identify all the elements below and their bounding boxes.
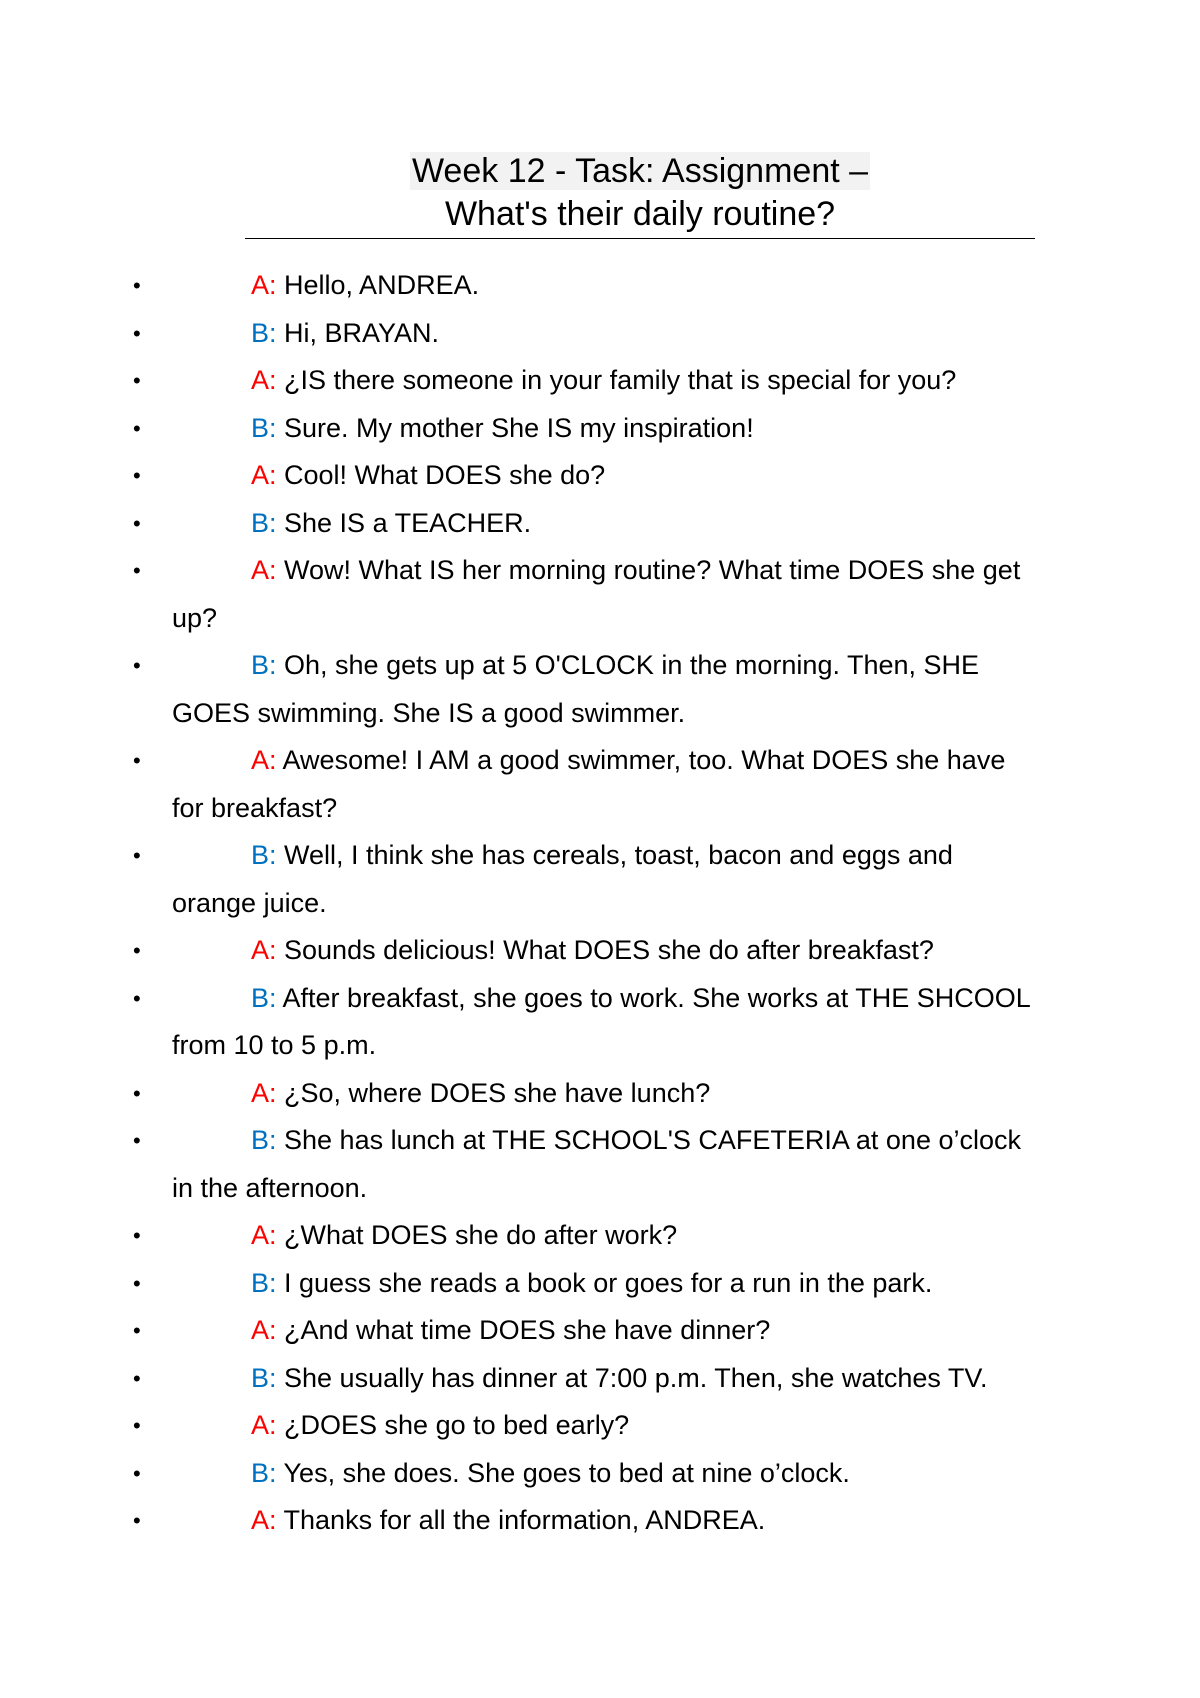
dialogue-line bbox=[0, 1307, 1042, 1355]
bullet-icon: • bbox=[133, 1413, 141, 1438]
bullet-icon: • bbox=[133, 748, 141, 773]
speaker-b-label: B: bbox=[251, 1267, 277, 1298]
speaker-a-label: A: bbox=[251, 1077, 277, 1108]
speaker-b-label: B: bbox=[251, 412, 277, 443]
speaker-b-label: B: bbox=[251, 317, 277, 348]
dialogue-text: Hi, BRAYAN. bbox=[276, 317, 440, 348]
speaker-b-label: B: bbox=[251, 1125, 277, 1155]
dialogue-text: ¿DOES she go to bed early? bbox=[276, 1410, 630, 1440]
title-line-1 bbox=[245, 150, 1035, 193]
bullet-icon: • bbox=[133, 985, 141, 1011]
speaker-b-label: B: bbox=[251, 840, 277, 870]
bullet-icon: • bbox=[133, 463, 141, 488]
dialogue-text: Wow! What IS her morning routine? What time DOES she get up? bbox=[172, 555, 1021, 633]
speaker-a-label: A: bbox=[251, 935, 277, 965]
speaker-a-label: A: bbox=[251, 365, 277, 395]
dialogue-line bbox=[0, 1497, 1042, 1545]
dialogue-text: ¿And what time DOES she have dinner? bbox=[276, 1315, 771, 1345]
dialogue-list bbox=[0, 262, 1200, 1545]
bullet-icon: • bbox=[133, 843, 141, 868]
bullet-icon: • bbox=[133, 1080, 141, 1106]
speaker-a-label: A: bbox=[251, 460, 277, 490]
dialogue-line bbox=[0, 357, 1042, 405]
dialogue-text: I guess she reads a book or goes for a run in the park. bbox=[276, 1267, 933, 1298]
bullet-icon: • bbox=[133, 558, 141, 583]
speaker-a-label: A: bbox=[251, 1220, 277, 1250]
bullet-icon: • bbox=[133, 510, 141, 536]
dialogue-text: ¿IS there someone in your family that is special for you? bbox=[276, 365, 957, 395]
dialogue-line bbox=[0, 547, 1042, 642]
dialogue-line bbox=[0, 500, 1042, 548]
dialogue-text: ¿So, where DOES she have lunch? bbox=[276, 1077, 711, 1108]
dialogue-line bbox=[0, 262, 1042, 310]
dialogue-line bbox=[0, 452, 1042, 500]
dialogue-text: Well, I think she has cereals, toast, bacon and eggs and orange juice. bbox=[172, 840, 953, 918]
dialogue-text: After breakfast, she goes to work. She works at THE SHCOOL from 10 to 5 p.m. bbox=[172, 982, 1030, 1060]
title-line-2: What's their daily routine? bbox=[444, 195, 836, 233]
bullet-icon: • bbox=[133, 368, 141, 393]
dialogue-line bbox=[0, 310, 1042, 358]
dialogue-text: Cool! What DOES she do? bbox=[276, 460, 606, 490]
speaker-b-label: B: bbox=[251, 650, 277, 680]
title-line-1-text: Week 12 - Task: Assignment – bbox=[411, 152, 869, 190]
speaker-a-label: A: bbox=[251, 555, 277, 585]
dialogue-text: Sure. My mother She IS my inspiration! bbox=[276, 412, 754, 443]
dialogue-line bbox=[0, 642, 1042, 737]
dialogue-line bbox=[0, 1402, 1042, 1450]
bullet-icon: • bbox=[133, 938, 141, 963]
dialogue-line bbox=[0, 832, 1042, 927]
dialogue-line bbox=[0, 1212, 1042, 1260]
dialogue-text: Hello, ANDREA. bbox=[276, 270, 480, 300]
dialogue-line bbox=[0, 975, 1042, 1070]
dialogue-line bbox=[0, 1117, 1042, 1212]
bullet-icon: • bbox=[133, 273, 141, 298]
speaker-b-label: B: bbox=[251, 507, 277, 538]
bullet-icon: • bbox=[133, 1460, 141, 1486]
speaker-a-label: A: bbox=[251, 1505, 277, 1535]
title-block bbox=[245, 150, 1035, 239]
speaker-b-label: B: bbox=[251, 982, 277, 1013]
speaker-b-label: B: bbox=[251, 1362, 277, 1393]
dialogue-line bbox=[0, 1355, 1042, 1403]
dialogue-text: Sounds delicious! What DOES she do after breakfast? bbox=[276, 935, 934, 965]
dialogue-text: Yes, she does. She goes to bed at nine o’clock. bbox=[276, 1457, 850, 1488]
speaker-a-label: A: bbox=[251, 270, 277, 300]
bullet-icon: • bbox=[133, 415, 141, 441]
dialogue-text: Oh, she gets up at 5 O'CLOCK in the morning. Then, SHE GOES swimming. She IS a good swimmer. bbox=[172, 650, 980, 728]
dialogue-line bbox=[0, 1070, 1042, 1118]
speaker-a-label: A: bbox=[251, 1410, 277, 1440]
dialogue-text: She usually has dinner at 7:00 p.m. Then, she watches TV. bbox=[276, 1362, 988, 1393]
dialogue-text: Awesome! I AM a good swimmer, too. What DOES she have for breakfast? bbox=[172, 745, 1006, 823]
dialogue-text: She IS a TEACHER. bbox=[276, 507, 532, 538]
dialogue-line bbox=[0, 1450, 1042, 1498]
bullet-icon: • bbox=[133, 1365, 141, 1391]
dialogue-text: She has lunch at THE SCHOOL'S CAFETERIA at one o’clock in the afternoon. bbox=[172, 1125, 1021, 1203]
dialogue-text: Thanks for all the information, ANDREA. bbox=[276, 1505, 766, 1535]
dialogue-line bbox=[0, 405, 1042, 453]
dialogue-line bbox=[0, 1260, 1042, 1308]
bullet-icon: • bbox=[133, 653, 141, 678]
bullet-icon: • bbox=[133, 1318, 141, 1343]
bullet-icon: • bbox=[133, 1128, 141, 1153]
dialogue-text: ¿What DOES she do after work? bbox=[276, 1220, 678, 1250]
speaker-a-label: A: bbox=[251, 1315, 277, 1345]
bullet-icon: • bbox=[133, 1508, 141, 1533]
bullet-icon: • bbox=[133, 1270, 141, 1296]
speaker-b-label: B: bbox=[251, 1457, 277, 1488]
bullet-icon: • bbox=[133, 320, 141, 346]
speaker-a-label: A: bbox=[251, 745, 277, 775]
bullet-icon: • bbox=[133, 1223, 141, 1248]
dialogue-line bbox=[0, 737, 1042, 832]
dialogue-line bbox=[0, 927, 1042, 975]
